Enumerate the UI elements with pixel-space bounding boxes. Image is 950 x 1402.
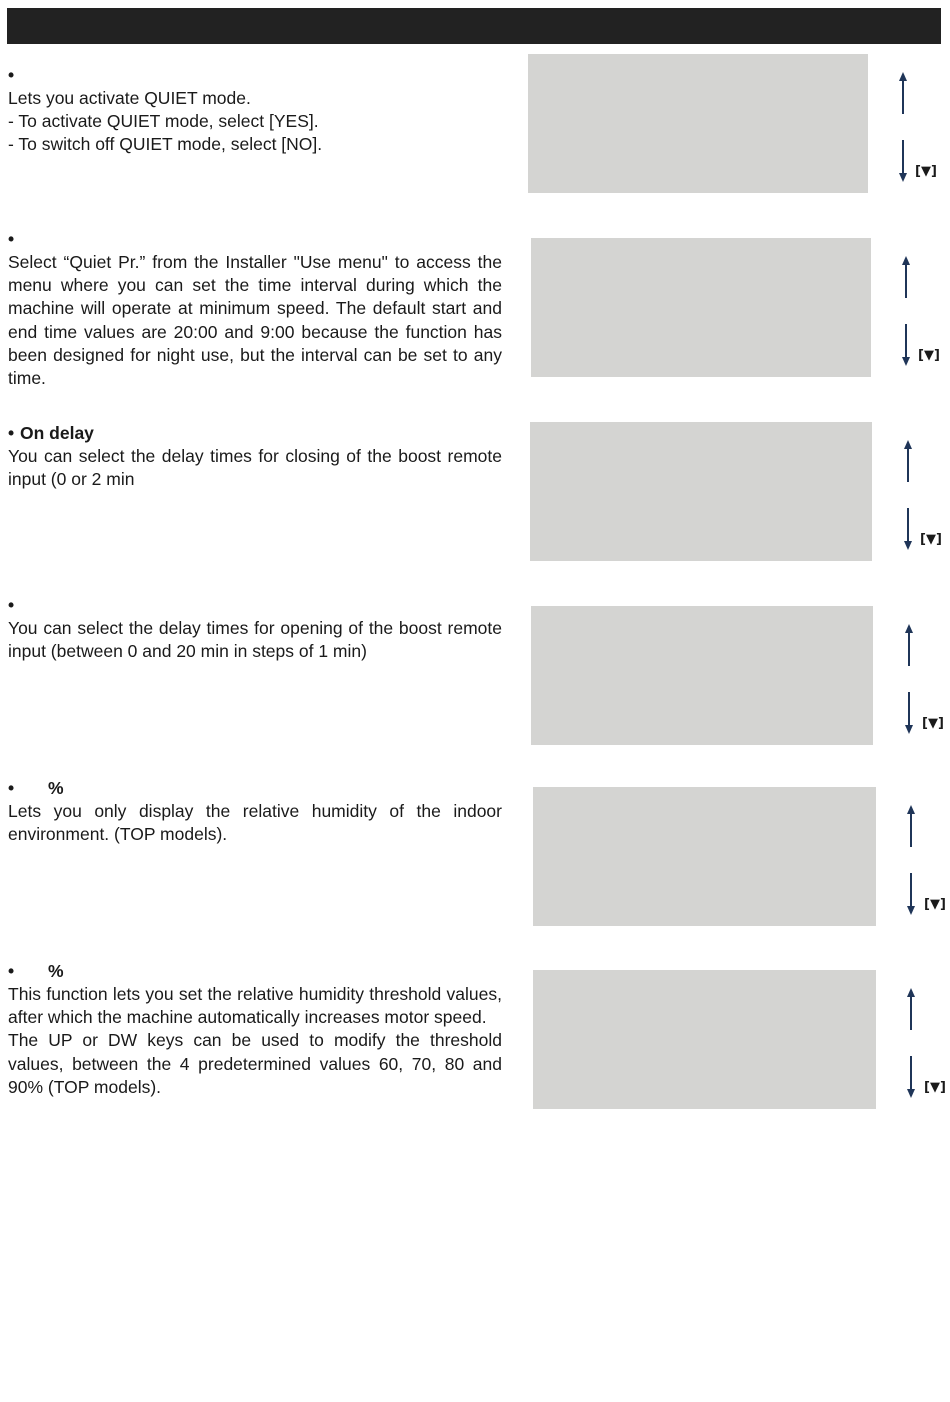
paragraph: - To switch off QUIET mode, select [NO]. — [8, 134, 323, 155]
up-arrow-icon — [906, 805, 916, 847]
down-key-label: [▼] — [924, 897, 946, 912]
display-panel — [531, 606, 873, 745]
bullet-dot: • — [8, 960, 15, 981]
section-description — [8, 87, 502, 157]
down-arrow-icon — [903, 508, 913, 550]
section-on-delay — [0, 422, 950, 572]
down-key-label: [▼] — [924, 1080, 946, 1095]
up-arrow-icon — [906, 988, 916, 1030]
down-key-label: [▼] — [922, 716, 944, 731]
down-arrow-icon — [901, 324, 911, 366]
bullet-dot: • — [8, 228, 15, 249]
down-arrow-icon — [906, 1056, 916, 1098]
down-key-label: [▼] — [920, 532, 942, 547]
up-arrow-icon — [898, 72, 908, 114]
section-description — [8, 983, 502, 1099]
section-text — [8, 777, 502, 846]
section-description — [8, 617, 502, 663]
section-heading — [8, 594, 502, 617]
down-key-label: [▼] — [918, 348, 940, 363]
heading-label: On delay — [20, 422, 94, 443]
section-humidity-display — [0, 777, 950, 937]
paragraph: This function lets you set the relative humidity threshold values, after which the machine automatically increases motor speed. — [8, 984, 502, 1028]
paragraph: - To activate QUIET mode, select [YES]. — [8, 111, 319, 132]
header-bar — [7, 8, 941, 44]
up-arrow-icon — [903, 440, 913, 482]
bullet-dot: • — [8, 422, 15, 443]
down-arrow-icon — [906, 873, 916, 915]
down-key-label: [▼] — [915, 164, 937, 179]
up-arrow-icon — [901, 256, 911, 298]
section-text — [8, 422, 502, 491]
display-panel — [533, 970, 876, 1109]
display-panel — [530, 422, 872, 561]
section-text — [8, 594, 502, 663]
paragraph: Select “Quiet Pr.” from the Installer "Use menu" to access the menu where you can set the time interval during which the machine will operate at minimum speed. The default start and end time values are 20:00 and 9:00 because the function has been designed for night use, but the interval can be set to any time. — [8, 252, 502, 389]
paragraph: The UP or DW keys can be used to modify the threshold values, between the 4 predetermined values 60, 70, 80 and 90% (TOP models). — [8, 1030, 502, 1097]
paragraph: Lets you only display the relative humidity of the indoor environment. (TOP models). — [8, 801, 502, 845]
display-panel — [528, 54, 868, 193]
section-text — [8, 64, 502, 157]
display-panel — [531, 238, 871, 377]
up-arrow-icon — [904, 624, 914, 666]
section-heading — [8, 422, 502, 445]
display-panel — [533, 787, 876, 926]
section-heading — [8, 777, 502, 800]
section-description — [8, 251, 502, 390]
paragraph: You can select the delay times for closing of the boost remote input (0 or 2 min — [8, 446, 502, 490]
section-quiet-mode — [0, 54, 950, 204]
section-heading — [8, 960, 502, 983]
heading-label: % — [48, 777, 64, 798]
section-text — [8, 960, 502, 1099]
bullet-dot: • — [8, 64, 15, 85]
section-description — [8, 800, 502, 846]
section-off-delay — [0, 594, 950, 756]
heading-label: % — [48, 960, 64, 981]
section-text — [8, 228, 502, 390]
paragraph: Lets you activate QUIET mode. — [8, 88, 251, 108]
bullet-dot: • — [8, 594, 15, 615]
section-humidity-threshold — [0, 960, 950, 1120]
down-arrow-icon — [904, 692, 914, 734]
section-description — [8, 445, 502, 491]
paragraph: You can select the delay times for opening of the boost remote input (between 0 and 20 min in steps of 1 min) — [8, 618, 502, 662]
section-heading — [8, 64, 502, 87]
bullet-dot: • — [8, 777, 15, 798]
down-arrow-icon — [898, 140, 908, 182]
section-quiet-program — [0, 228, 950, 389]
section-heading — [8, 228, 502, 251]
